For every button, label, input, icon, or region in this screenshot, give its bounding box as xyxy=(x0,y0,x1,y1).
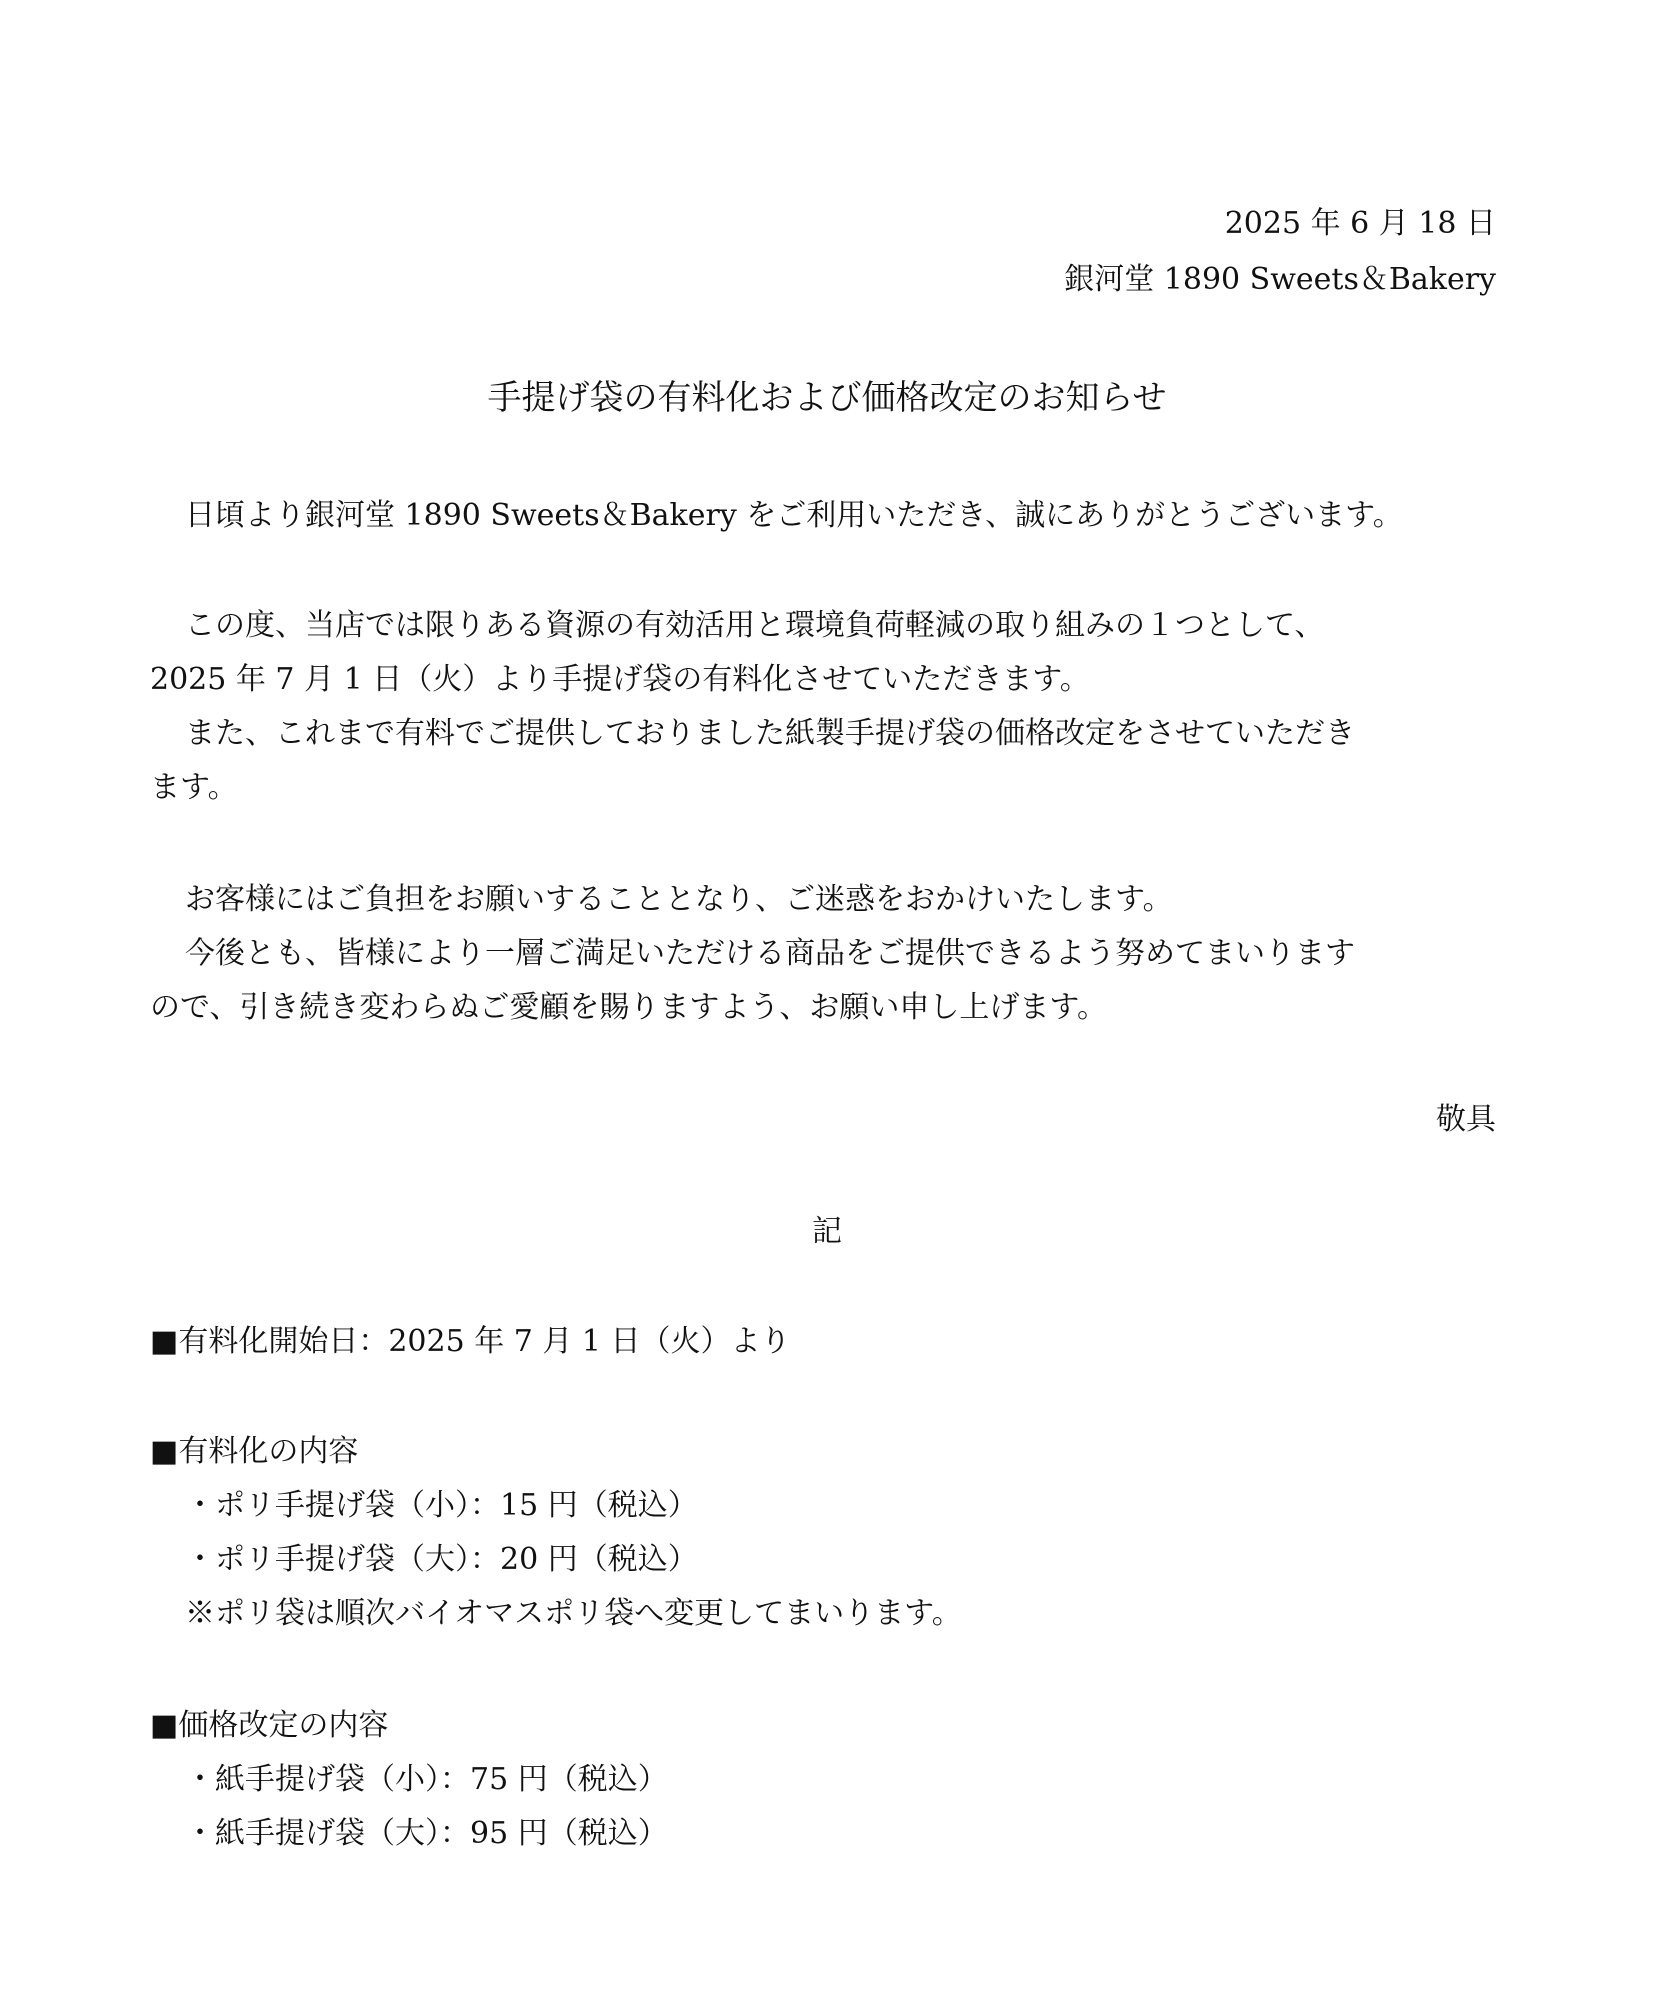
closing-word: 敬具 xyxy=(1436,1102,1496,1137)
paragraph-line: この度、当店では限りある資源の有効活用と環境負荷軽減の取り組みの１つとして、 xyxy=(185,608,1325,643)
notice-date: 2025 年 6 月 18 日 xyxy=(1224,206,1496,241)
greeting-text: 日頃より銀河堂 1890 Sweets＆Bakery をご利用いただき、誠にありがとうございます。 xyxy=(185,498,1403,533)
fee-heading: ■有料化の内容 xyxy=(150,1434,359,1469)
notice-title: 手提げ袋の有料化および価格改定のお知らせ xyxy=(487,378,1167,418)
paragraph-line: 今後とも、皆様により一層ご満足いただける商品をご提供できるよう努めてまいります xyxy=(185,936,1355,971)
ki-heading: 記 xyxy=(812,1214,842,1249)
fee-note: ※ポリ袋は順次バイオマスポリ袋へ変更してまいります。 xyxy=(185,1596,962,1631)
sender-name: 銀河堂 1890 Sweets＆Bakery xyxy=(1064,262,1496,297)
paragraph-line: ます。 xyxy=(150,770,238,805)
price-heading: ■価格改定の内容 xyxy=(150,1708,389,1743)
paragraph-line: 2025 年 7 月 1 日（火）より手提げ袋の有料化させていただきます。 xyxy=(150,662,1090,697)
paragraph-line: お客様にはご負担をお願いすることとなり、ご迷惑をおかけいたします。 xyxy=(185,882,1173,917)
price-item: ・紙手提げ袋（小）：75 円（税込） xyxy=(185,1762,668,1797)
fee-item: ・ポリ手提げ袋（小）：15 円（税込） xyxy=(185,1488,698,1523)
paragraph-line: また、これまで有料でご提供しておりました紙製手提げ袋の価格改定をさせていただき xyxy=(185,716,1355,751)
start-date-line: ■有料化開始日：2025 年 7 月 1 日（火）より xyxy=(150,1324,791,1359)
fee-item: ・ポリ手提げ袋（大）：20 円（税込） xyxy=(185,1542,698,1577)
price-item: ・紙手提げ袋（大）：95 円（税込） xyxy=(185,1816,668,1851)
paragraph-line: ので、引き続き変わらぬご愛顧を賜りますよう、お願い申し上げます。 xyxy=(150,990,1107,1025)
